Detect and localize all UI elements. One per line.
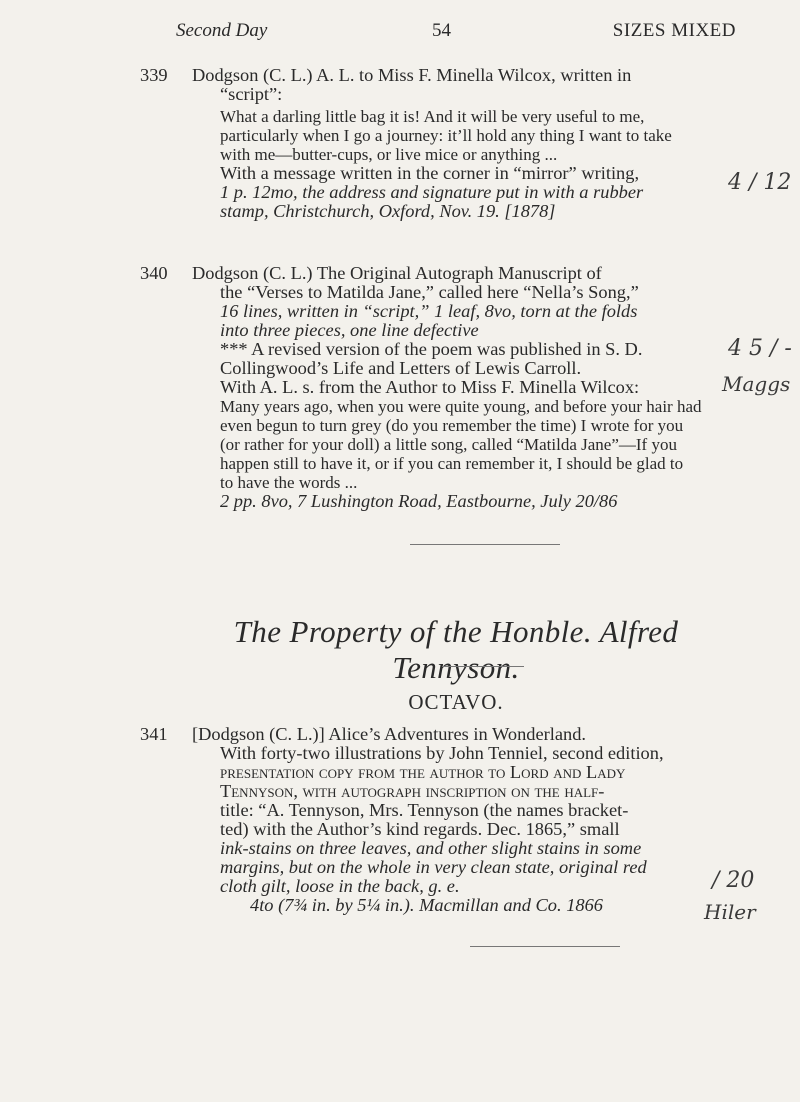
lot-line: 2 pp. 8vo, 7 Lushington Road, Eastbourne, July 20/86 [220, 491, 618, 511]
section-subhead: OCTAVO. [408, 690, 504, 714]
lot-line: With A. L. s. from the Author to Miss F. Minella Wilcox: [220, 377, 640, 397]
lot-line: [Dodgson (C. L.)] Alice’s Adventures in Wonderland. [192, 724, 587, 744]
page-number: 54 [432, 20, 451, 41]
lot-line: the “Verses to Matilda Jane,” called here “Nella’s Song,” [220, 282, 639, 302]
lot-line: Dodgson (C. L.) A. L. to Miss F. Minella Wilcox, written in [192, 65, 632, 85]
divider-rule [470, 946, 620, 947]
lot-line: title: “A. Tennyson, Mrs. Tennyson (the names bracket- [220, 800, 629, 820]
lot-line: margins, but on the whole in very clean state, original red [220, 857, 647, 877]
lot-line: Dodgson (C. L.) The Original Autograph Manuscript of [192, 263, 602, 283]
lot-line: “script”: [220, 84, 283, 104]
lot-line: Collingwood’s Life and Letters of Lewis Carroll. [220, 358, 582, 378]
lot-description [192, 66, 764, 221]
quoted-letter-line: Many years ago, when you were quite young, and before your hair had [220, 397, 702, 416]
handwritten-buyer-341: Hiler [704, 900, 756, 924]
divider-rule [442, 666, 524, 667]
quoted-letter-line: to have the words ... [220, 473, 358, 492]
handwritten-buyer-340: Maggs [722, 372, 791, 396]
quoted-letter-line: (or rather for your doll) a little song, called “Matilda Jane”—If you [220, 435, 677, 454]
quoted-letter-line: with me—butter-cups, or live mice or anything ... [220, 145, 558, 164]
lot-number: 339 [140, 65, 168, 85]
section-title: The Property of the Honble. Alfred Tennyson. [233, 614, 679, 685]
lot-line: ted) with the Author’s kind regards. Dec. 1865,” small [220, 819, 620, 839]
lot-description [192, 725, 764, 915]
lot-line: 4to (7¾ in. by 5¼ in.). Macmillan and Co. 1866 [250, 895, 603, 915]
running-head [176, 20, 736, 46]
lot-line: ink-stains on three leaves, and other slight stains in some [220, 838, 642, 858]
running-head-day: Second Day [176, 20, 268, 41]
lot-number: 340 [140, 263, 168, 283]
lot-line: stamp, Christchurch, Oxford, Nov. 19. [1878] [220, 201, 556, 221]
lot-line: 1 p. 12mo, the address and signature put in with a rubber [220, 182, 644, 202]
lot-line: Tennyson, with autograph inscription on the half- [220, 781, 605, 801]
lot-description [192, 264, 764, 511]
lot-line: into three pieces, one line defective [220, 320, 479, 340]
lot-line: *** A revised version of the poem was published in S. D. [220, 339, 643, 359]
running-head-section: SIZES MIXED [612, 20, 736, 41]
quoted-letter-line: What a darling little bag it is! And it will be very useful to me, [220, 107, 645, 126]
handwritten-price-341: / 20 [712, 868, 755, 893]
lot-line: 16 lines, written in “script,” 1 leaf, 8vo, torn at the folds [220, 301, 638, 321]
handwritten-price-340: 4 5 / - [728, 336, 792, 361]
handwritten-price-339: 4 / 12 [728, 170, 792, 195]
lot-number: 341 [140, 724, 168, 744]
quoted-letter-line: happen still to have it, or if you can remember it, I should be glad to [220, 454, 684, 473]
quoted-letter-line: particularly when I go a journey: it’ll hold any thing I want to take [220, 126, 672, 145]
quoted-letter-line: even begun to turn grey (do you remember the time) I wrote for you [220, 416, 684, 435]
lot-line: presentation copy from the author to Lord and Lady [220, 762, 626, 782]
lot-line: With a message written in the corner in “mirror” writing, [220, 163, 640, 183]
divider-rule [410, 544, 560, 545]
lot-line: cloth gilt, loose in the back, g. e. [220, 876, 460, 896]
lot-line: With forty-two illustrations by John Tenniel, second edition, [220, 743, 664, 763]
